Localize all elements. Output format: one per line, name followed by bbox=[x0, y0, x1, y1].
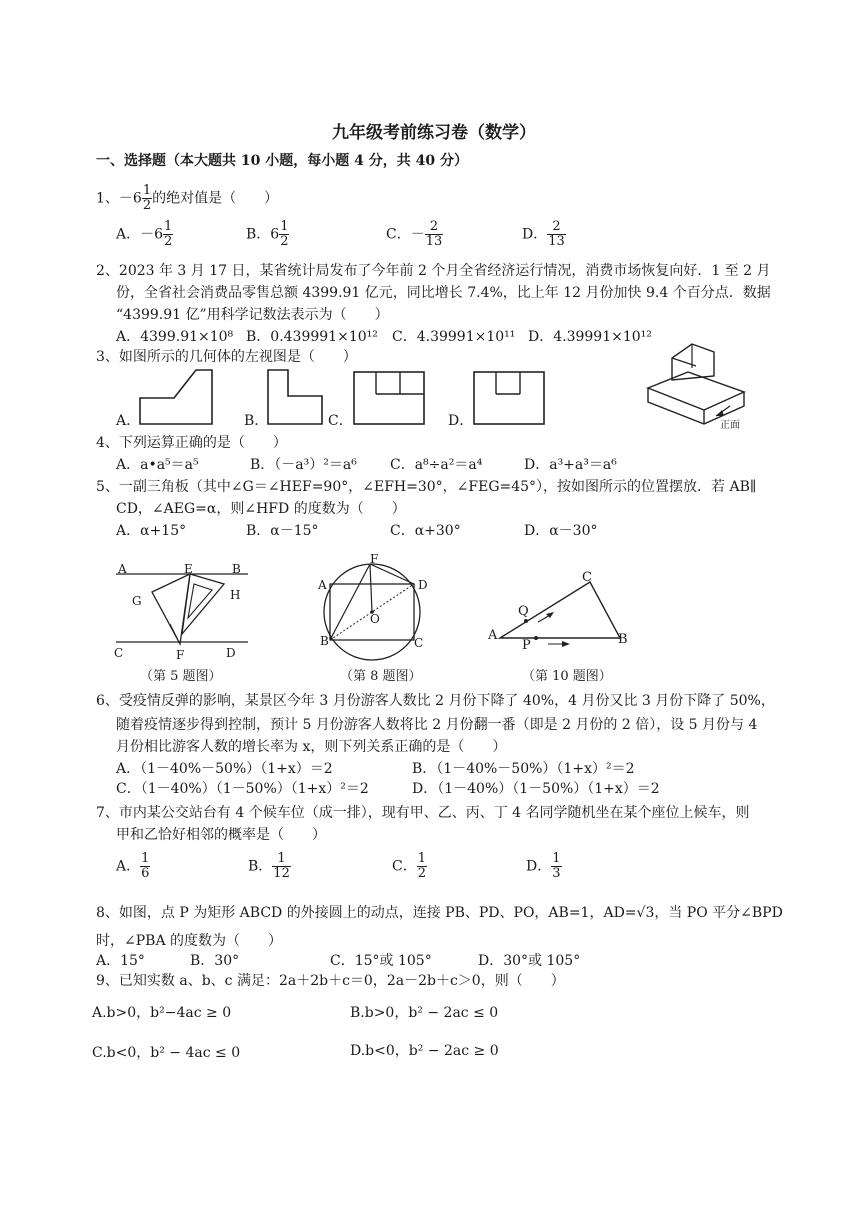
fig5-caption: （第 5 题图） bbox=[140, 669, 222, 684]
q9-option-c[interactable]: C.b<0，b² − 4ac ≤ 0 bbox=[92, 1045, 241, 1061]
q8-line2: 时，∠PBA 的度数为（ ） bbox=[96, 933, 282, 949]
q6-line2: 随着疫情逐步得到控制，预计 5 月份游客人数将比 2 月份翻一番（即是 2 月份的 2 倍），设 5 月份与 4 bbox=[116, 717, 758, 733]
fig5-label-a: A bbox=[118, 562, 127, 576]
q1-stem: 1、－6 $\frac{1}{2}$ 的绝对值是（ ） bbox=[96, 183, 279, 213]
fig5-label-h: H bbox=[230, 588, 241, 602]
q3-option-a[interactable]: A． bbox=[116, 413, 141, 429]
fig5-label-e: E bbox=[184, 562, 193, 576]
q2-option-c[interactable]: C．4.39991×10¹¹ bbox=[392, 329, 516, 345]
fig8-label-f: F bbox=[370, 552, 379, 566]
q5-option-d[interactable]: D．α－30° bbox=[524, 523, 598, 539]
fig10-label-q: Q bbox=[518, 604, 529, 619]
q3-option-c[interactable]: C． bbox=[328, 413, 353, 429]
front-label: 正面 bbox=[720, 420, 740, 431]
fig5-label-c: C bbox=[114, 646, 124, 660]
q1-option-d[interactable]: D． $\frac{2}{13}$ bbox=[522, 219, 565, 249]
q4-option-b[interactable]: B．（－a³）²＝a⁶ bbox=[250, 457, 357, 473]
fig10-label-p: P bbox=[522, 638, 531, 653]
fig8-caption: （第 8 题图） bbox=[340, 669, 422, 684]
q1-option-a[interactable]: A．－6 $\frac{1}{2}$ bbox=[116, 219, 173, 249]
q9-option-b[interactable]: B.b>0，b² − 2ac ≤ 0 bbox=[350, 1005, 499, 1021]
q8-option-b[interactable]: B．30° bbox=[190, 953, 240, 969]
fig10-label-b: B bbox=[618, 632, 628, 647]
q3-stem: 3、如图所示的几何体的左视图是（ ） bbox=[96, 349, 357, 365]
q8-option-d[interactable]: D．30°或 105° bbox=[478, 953, 581, 969]
q6-line1: 6、受疫情反弹的影响，某景区今年 3 月份游客人数比 2 月份下降了 40%，4 月份又比 3 月份下降了 50%， bbox=[96, 693, 775, 709]
q2-option-b[interactable]: B．0.439991×10¹² bbox=[246, 329, 378, 345]
q7-option-a[interactable]: A． $\frac{1}{6}$ bbox=[116, 851, 150, 881]
q2-line3: “4399.91 亿”用科学记数法表示为（ ） bbox=[116, 307, 389, 323]
fig10-label-c: C bbox=[582, 570, 592, 585]
q3-view-a-figure bbox=[138, 368, 214, 426]
q5-option-c[interactable]: C．α+30° bbox=[390, 523, 461, 539]
q1-fraction: $\frac{1}{2}$ bbox=[142, 183, 152, 213]
q8-option-c[interactable]: C．15°或 105° bbox=[330, 953, 432, 969]
fig10-label-a: A bbox=[488, 628, 498, 643]
fig8-label-b: B bbox=[320, 634, 329, 648]
fig10-caption: （第 10 题图） bbox=[522, 669, 612, 684]
q6-option-d[interactable]: D．（1－40%）（1－50%）（1+x）＝2 bbox=[412, 781, 660, 797]
q5-line2: CD，∠AEG=α，则∠HFD 的度数为（ ） bbox=[116, 501, 406, 517]
page-title: 九年级考前练习卷（数学） bbox=[332, 123, 536, 143]
q3-option-d[interactable]: D． bbox=[448, 413, 474, 429]
q4-option-d[interactable]: D．a³+a³＝a⁶ bbox=[524, 457, 617, 473]
q1-option-b[interactable]: B．6 $\frac{1}{2}$ bbox=[246, 219, 289, 249]
q6-option-a[interactable]: A．（1－40%－50%）（1+x）＝2 bbox=[116, 761, 333, 777]
fig8-label-d: D bbox=[418, 578, 428, 592]
q2-option-d[interactable]: D．4.39991×10¹² bbox=[528, 329, 652, 345]
fig8-label-o: O bbox=[370, 612, 380, 626]
q8-option-a[interactable]: A．15° bbox=[96, 953, 145, 969]
q6-option-b[interactable]: B．（1－40%－50%）（1+x）²＝2 bbox=[412, 761, 635, 777]
fig5-label-f: F bbox=[176, 648, 185, 662]
q4-option-a[interactable]: A．a•a⁵＝a⁵ bbox=[116, 457, 199, 473]
q3-view-c-figure bbox=[352, 370, 426, 426]
fig5-label-b: B bbox=[232, 562, 241, 576]
q5-line1: 5、一副三角板（其中∠G＝∠HEF=90°，∠EFH=30°，∠FEG=45°），按如图所示的位置摆放．若 AB∥ bbox=[96, 479, 757, 495]
q4-stem: 4、下列运算正确的是（ ） bbox=[96, 435, 287, 451]
q5-option-a[interactable]: A．α+15° bbox=[116, 523, 187, 539]
q2-line1: 2、2023 年 3 月 17 日，某省统计局发布了今年前 2 个月全省经济运行情况，消费市场恢复向好．1 至 2 月 bbox=[96, 263, 771, 279]
q7-option-c[interactable]: C． $\frac{1}{2}$ bbox=[392, 851, 426, 881]
q9-option-a[interactable]: A.b>0，b²−4ac ≥ 0 bbox=[92, 1005, 232, 1021]
q7-option-d[interactable]: D． $\frac{1}{3}$ bbox=[526, 851, 561, 881]
q3-view-d-figure bbox=[472, 370, 546, 426]
q9-option-d[interactable]: D.b<0，b² − 2ac ≥ 0 bbox=[350, 1043, 499, 1059]
q1-option-c[interactable]: C．－ $\frac{2}{13}$ bbox=[386, 219, 443, 249]
fig8-label-c: C bbox=[414, 636, 424, 650]
q6-option-c[interactable]: C．（1－40%）（1－50%）（1+x）²＝2 bbox=[116, 781, 369, 797]
q4-option-c[interactable]: C．a⁸÷a²＝a⁴ bbox=[390, 457, 483, 473]
q7-line2: 甲和乙恰好相邻的概率是（ ） bbox=[116, 827, 326, 843]
q7-line1: 7、市内某公交站台有 4 个候车位（成一排），现有甲、乙、丙、丁 4 名同学随机坐在某个座位上候车，则 bbox=[96, 805, 750, 821]
q9-stem: 9、已知实数 a、b、c 满足：2a＋2b＋c＝0，2a－2b＋c＞0，则（ ） bbox=[96, 973, 565, 989]
section-heading: 一、选择题（本大题共 10 小题，每小题 4 分，共 40 分） bbox=[96, 153, 468, 169]
fig5-label-d: D bbox=[226, 646, 236, 660]
q2-line2: 份，全省社会消费品零售总额 4399.91 亿元，同比增长 7.4%，比上年 12 月份加快 9.4 个百分点．数据 bbox=[116, 285, 771, 301]
q8-line1: 8、如图，点 P 为矩形 ABCD 的外接圆上的动点，连接 PB、PD、PO，AB=1，AD=√3，当 PO 平分∠BPD bbox=[96, 905, 783, 921]
q3-option-b[interactable]: B． bbox=[244, 413, 269, 429]
fig8-label-a: A bbox=[318, 578, 327, 592]
q7-option-b[interactable]: B． $\frac{1}{12}$ bbox=[248, 851, 290, 881]
fig5-label-g: G bbox=[132, 594, 142, 608]
q6-line3: 月份相比游客人数的增长率为 x，则下列关系正确的是（ ） bbox=[116, 739, 507, 755]
q3-view-b-figure bbox=[266, 368, 324, 426]
q5-option-b[interactable]: B．α－15° bbox=[246, 523, 319, 539]
q2-option-a[interactable]: A．4399.91×10⁸ bbox=[116, 329, 234, 345]
